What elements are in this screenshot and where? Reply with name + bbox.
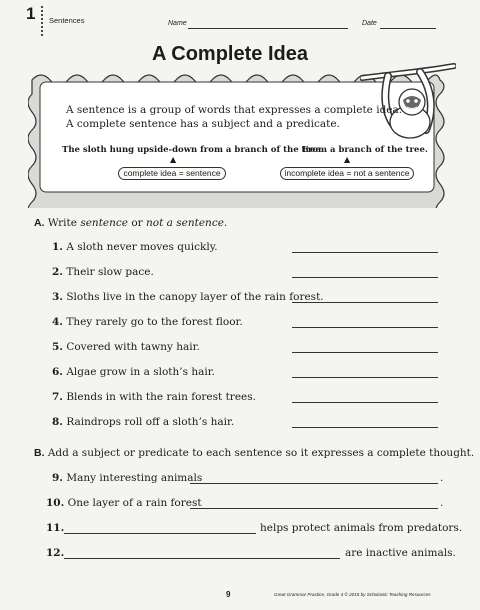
- label-incomplete-idea: incomplete idea = not a sentence: [280, 167, 414, 180]
- list-item-end: are inactive animals.: [345, 547, 456, 559]
- answer-line-8[interactable]: [292, 427, 438, 428]
- part-b-letter: B.: [34, 447, 45, 459]
- arrow-up-icon: ▲: [170, 155, 177, 164]
- name-field[interactable]: [188, 28, 348, 29]
- header-dotted-rule: [41, 6, 43, 36]
- list-item: 2. Their slow pace.: [52, 266, 154, 278]
- date-label: Date: [362, 20, 377, 27]
- example-sentence: The sloth hung upside-down from a branch of the tree.: [62, 145, 324, 155]
- list-item: 1. A sloth never moves quickly.: [52, 241, 218, 253]
- sloth-eye-right: [414, 99, 418, 103]
- part-b-instruction: [34, 447, 474, 459]
- list-item: 5. Covered with tawny hair.: [52, 341, 200, 353]
- completion-line-9[interactable]: [190, 483, 438, 484]
- answer-line-2[interactable]: [292, 277, 438, 278]
- part-a-instruction-end: .: [223, 217, 228, 229]
- completion-line-11[interactable]: [64, 533, 256, 534]
- list-item-end: helps protect animals from predators.: [260, 522, 463, 534]
- label-complete-idea: complete idea = sentence: [118, 167, 226, 180]
- definition-line-1: A sentence is a group of words that expresses a complete idea.: [66, 104, 403, 116]
- part-a-instruction: [34, 217, 227, 229]
- answer-line-4[interactable]: [292, 327, 438, 328]
- list-item: 8. Raindrops roll off a sloth’s hair.: [52, 416, 235, 428]
- part-a-instruction-em1: sentence: [80, 217, 128, 229]
- completion-line-10[interactable]: [190, 508, 438, 509]
- sloth-eye-left: [406, 99, 410, 103]
- date-field[interactable]: [380, 28, 436, 29]
- list-item: 10. One layer of a rain forest: [46, 497, 202, 509]
- list-item-end: .: [440, 472, 444, 484]
- section-label: Sentences: [49, 16, 85, 25]
- name-label: Name: [168, 20, 187, 27]
- list-item-number: 12.: [46, 547, 65, 559]
- answer-line-1[interactable]: [292, 252, 438, 253]
- list-item-number: 11.: [46, 522, 65, 534]
- page-title: A Complete Idea: [152, 43, 308, 65]
- list-item: 4. They rarely go to the forest floor.: [52, 316, 243, 328]
- part-b-instruction-text: Add a subject or predicate to each sentence so it expresses a complete thought.: [47, 447, 475, 459]
- list-item: 3. Sloths live in the canopy layer of the rain forest.: [52, 291, 324, 303]
- definition-line-2: A complete sentence has a subject and a predicate.: [66, 118, 340, 130]
- footer-credit: Great Grammar Practice, Grade 4 © 2015 by Scholastic Teaching Resources: [274, 592, 431, 597]
- part-a-instruction-mid: or: [127, 217, 147, 229]
- list-item: 7. Blends in with the rain forest trees.: [52, 391, 256, 403]
- sloth-branch-highlight: [362, 66, 454, 78]
- footer-page-number: 9: [226, 590, 231, 599]
- list-item: 9. Many interesting animals: [52, 472, 203, 484]
- arrow-up-icon: ▲: [344, 155, 351, 164]
- example-fragment: From a branch of the tree.: [302, 145, 428, 155]
- page-number: 1: [26, 4, 36, 23]
- answer-line-3[interactable]: [292, 302, 438, 303]
- list-item: 6. Algae grow in a sloth’s hair.: [52, 366, 215, 378]
- answer-line-7[interactable]: [292, 402, 438, 403]
- part-a-instruction-em2: not a sentence: [146, 217, 224, 229]
- answer-line-6[interactable]: [292, 377, 438, 378]
- list-item-end: .: [440, 497, 444, 509]
- part-a-instruction-prefix: Write: [47, 217, 81, 229]
- answer-line-5[interactable]: [292, 352, 438, 353]
- completion-line-12[interactable]: [64, 558, 340, 559]
- part-a-letter: A.: [34, 217, 45, 229]
